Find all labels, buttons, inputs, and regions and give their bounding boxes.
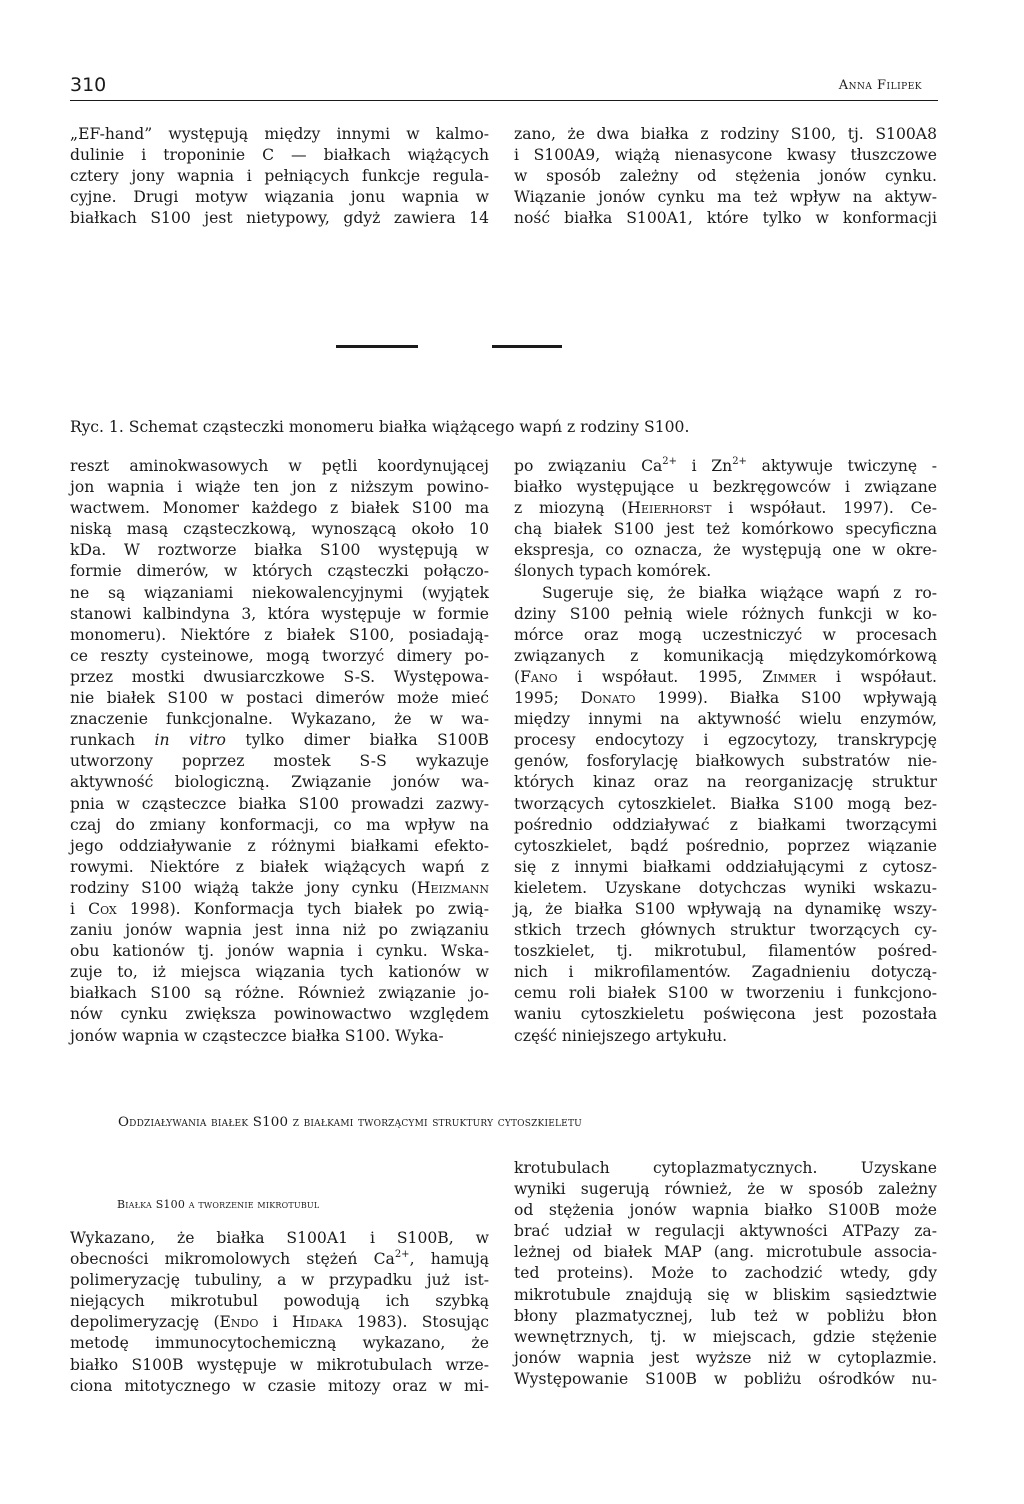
text-line: dziny S100 pełnią wiele różnych funkcji w ko- [514, 604, 937, 623]
text-line: jonów wapnia jest wyższe niż w cytoplazmie. [514, 1348, 937, 1367]
text-line: między innymi na aktywność wielu enzymów, [514, 710, 937, 729]
text-line: cyjne. Drugi motyw wiązania jonu wapnia w [70, 188, 489, 207]
text-line: Występowanie S100B w pobliżu ośrodków nu- [514, 1369, 937, 1388]
text-line: ce reszty cysteinowe, mogą tworzyć dimery po- [70, 646, 489, 665]
text-line: aktywność biologiczną. Związanie jonów wa- [70, 773, 489, 792]
text-line: stkich trzech głównych struktur tworzących cy- [514, 921, 937, 940]
text-line: błony plazmatycznej, lub też w pobliżu błon [514, 1306, 937, 1325]
page-number: 310 [70, 74, 107, 96]
text-line: białkach S100 są różne. Również związanie jo- [70, 984, 489, 1003]
text-line: wyniki sugerują również, że w sposób zależny [514, 1180, 937, 1199]
text-line: metodę immunocytochemiczną wykazano, że [70, 1334, 489, 1353]
text-line: jego oddziaływanie z różnymi białkami efekto- [70, 836, 489, 855]
text-line: tworzących cytoszkielet. Białka S100 mogą bez- [514, 794, 937, 813]
text-line: i Cox 1998). Konformacja tych białek po zwią- [70, 899, 489, 918]
text-line: cztery jony wapnia i pełniących funkcje regula- [70, 167, 489, 186]
subsection-heading: Białka S100 a tworzenie mikrotubul [117, 1198, 320, 1211]
text-line: Wiązanie jonów cynku ma też wpływ na aktyw- [514, 188, 937, 207]
text-line: część niniejszego artykułu. [514, 1026, 728, 1045]
text-line: i S100A9, wiążą nienasycone kwasy tłuszczowe [514, 146, 937, 165]
text-line: od stężenia jonów wapnia białko S100B może [514, 1201, 937, 1220]
running-header [70, 74, 938, 101]
text-line: niejących mikrotubul powodują ich szybką [70, 1292, 489, 1311]
text-line: kieletem. Uzyskane dotychczas wyniki wskazu- [514, 878, 937, 897]
text-line: pośrednio oddziaływać z białkami tworzącymi [514, 815, 937, 834]
text-line: obu kationów tj. jonów wapnia i cynku. Wska- [70, 942, 489, 961]
text-line: leżnej od białek MAP (ang. microtubule associa- [514, 1243, 937, 1262]
text-line: reszt aminokwasowych w pętli koordynującej [70, 457, 489, 475]
text-line: waniu cytoszkieletu poświęcona jest pozostała [514, 1005, 937, 1024]
text-line: czaj do zmiany konformacji, co ma wpływ na [70, 815, 489, 834]
text-line: których kinaz oraz na reorganizację struktur [514, 773, 937, 792]
text-line: ne są wiązaniami niekowalencyjnymi (wyjątek [70, 583, 489, 602]
text-line: nów cynku zwiększa powinowactwo względem [70, 1005, 489, 1024]
text-line: chą białek S100 jest też komórkowo specyficzna [514, 520, 937, 539]
figure-caption: Ryc. 1. Schemat cząsteczki monomeru białka wiążącego wapń z rodziny S100. [70, 418, 690, 436]
text-line: białko występujące u bezkręgowców i związane [514, 478, 937, 497]
text-line: kDa. W roztworze białka S100 występują w [70, 541, 489, 560]
text-line: (Fano i współaut. 1995, Zimmer i współaut. [514, 667, 937, 686]
paragraph-bottom-right [514, 1158, 937, 1390]
text-line: formie dimerów, w których cząsteczki połączo- [70, 562, 489, 581]
text-line: ją, że białka S100 wpływają na dynamikę wszy- [514, 899, 937, 918]
text-line: rowymi. Niektóre z białek wiążących wapń z [70, 857, 489, 876]
text-line: obecności mikromolowych stężeń $Ca^{2+}$, hamują [70, 1249, 490, 1269]
text-line: Wykazano, że białka S100A1 i S100B, w [70, 1229, 489, 1247]
section-heading: Oddziaływania białek S100 z białkami tworzącymi struktury cytoszkieletu [118, 1115, 582, 1130]
text-line: nie białek S100 w postaci dimerów może mieć [70, 689, 489, 708]
text-line: depolimeryzację (Endo i Hidaka 1983). Stosując [70, 1313, 489, 1332]
text-line: białko S100B występuje w mikrotubulach wrze- [70, 1355, 489, 1374]
text-line: wewnętrznych, tj. w miejscach, gdzie stężenie [514, 1327, 937, 1346]
text-line: ted proteins). Może to zachodzić wtedy, gdy [514, 1264, 937, 1283]
text-line: ciona mitotycznego w czasie mitozy oraz w mi- [70, 1376, 489, 1395]
text-line: zaniu jonów wapnia jest inna niż po związaniu [70, 921, 489, 940]
text-line: pnia w cząsteczce białka S100 prowadzi zazwy- [70, 794, 489, 813]
text-line: krotubulach cytoplazmatycznych. Uzyskane [514, 1159, 937, 1177]
figure-line-left [336, 345, 418, 348]
text-line: znaczenie funkcjonalne. Wykazano, że w wa- [70, 710, 489, 729]
text-line: brać udział w regulacji aktywności ATPazy za- [514, 1222, 937, 1241]
text-line: mikrotubule znajdują się w bliskim sąsiedztwie [514, 1285, 937, 1304]
text-line: runkach in vitro tylko dimer białka S100B [70, 731, 489, 750]
text-line: z miozyną (Heierhorst i współaut. 1997). Ce- [514, 499, 937, 518]
text-line: białkach S100 jest nietypowy, gdyż zawiera 14 [70, 209, 489, 228]
text-line: monomeru). Niektóre z białek S100, posiadają- [70, 625, 489, 644]
text-line: niską masą cząsteczkową, wynoszącą około 10 [70, 520, 489, 539]
text-line: dulinie i troponinie C — białkach wiążących [70, 146, 489, 165]
text-line: stanowi kalbindyna 3, która występuje w formie [70, 604, 489, 623]
text-line: 1995; Donato 1999). Białka S100 wpływają [514, 689, 938, 708]
text-line: w sposób zależny od stężenia jonów cynku. [514, 167, 937, 186]
text-line: polimeryzację tubuliny, a w przypadku już ist- [70, 1271, 489, 1290]
text-line: utworzony poprzez mostek S-S wykazuje [70, 752, 489, 771]
running-head-author: Anna Filipek [838, 78, 922, 93]
text-line: zano, że dwa białka z rodziny S100, tj. S100A8 [514, 125, 937, 143]
text-line: genów, fosforylację białkowych substratów nie- [514, 752, 937, 771]
text-line: po związaniu $Ca^{2+}$ i $Zn^{2+}$ aktywuje twiczynę - [514, 456, 938, 475]
text-line: rodziny S100 wiążą także jony cynku (Heizmann [70, 878, 489, 897]
text-line: przez mostki dwusiarczkowe S-S. Występowa- [70, 667, 489, 686]
text-line: toszkielet, tj. mikrotubul, filamentów pośred- [514, 942, 937, 961]
text-line: ślonych typach komórek. [514, 562, 712, 581]
text-line: wactwem. Monomer każdego z białek S100 ma [70, 499, 489, 518]
text-line: ekspresja, co oznacza, że występują one w okre- [514, 541, 937, 560]
text-line: związanych z komunikacją międzykomórkową [514, 646, 937, 665]
text-line: się z innymi białkami oddziałującymi z cytosz- [514, 857, 937, 876]
text-line: zuje to, iż miejsca wiązania tych kationów w [70, 963, 489, 982]
text-line: ność białka S100A1, które tylko w konformacji [514, 209, 937, 228]
text-line: jonów wapnia w cząsteczce białka S100. Wyka- [70, 1026, 444, 1045]
paragraph-middle-left [70, 456, 489, 1047]
text-line: jon wapnia i wiąże ten jon z niższym powino- [70, 478, 489, 497]
text-line: Sugeruje się, że białka wiążące wapń z ro- [542, 583, 937, 602]
text-line: mórce oraz mogą uczestniczyć w procesach [514, 625, 937, 644]
paragraph-middle-right [514, 456, 937, 1047]
text-line: „EF-hand” występują między innymi w kalmo- [70, 125, 489, 143]
paragraph-bottom-left [70, 1228, 489, 1397]
text-line: nich i mikrofilamentów. Zagadnieniu dotyczą- [514, 963, 937, 982]
text-line: cytoszkielet, bądź pośrednio, poprzez wiązanie [514, 836, 937, 855]
text-line: procesy endocytozy i egzocytozy, transkrypcję [514, 731, 937, 750]
paragraph-top-left [70, 124, 489, 229]
figure-line-right [492, 345, 562, 348]
text-line: cemu roli białek S100 w tworzeniu i funkcjono- [514, 984, 937, 1003]
paragraph-top-right [514, 124, 937, 229]
